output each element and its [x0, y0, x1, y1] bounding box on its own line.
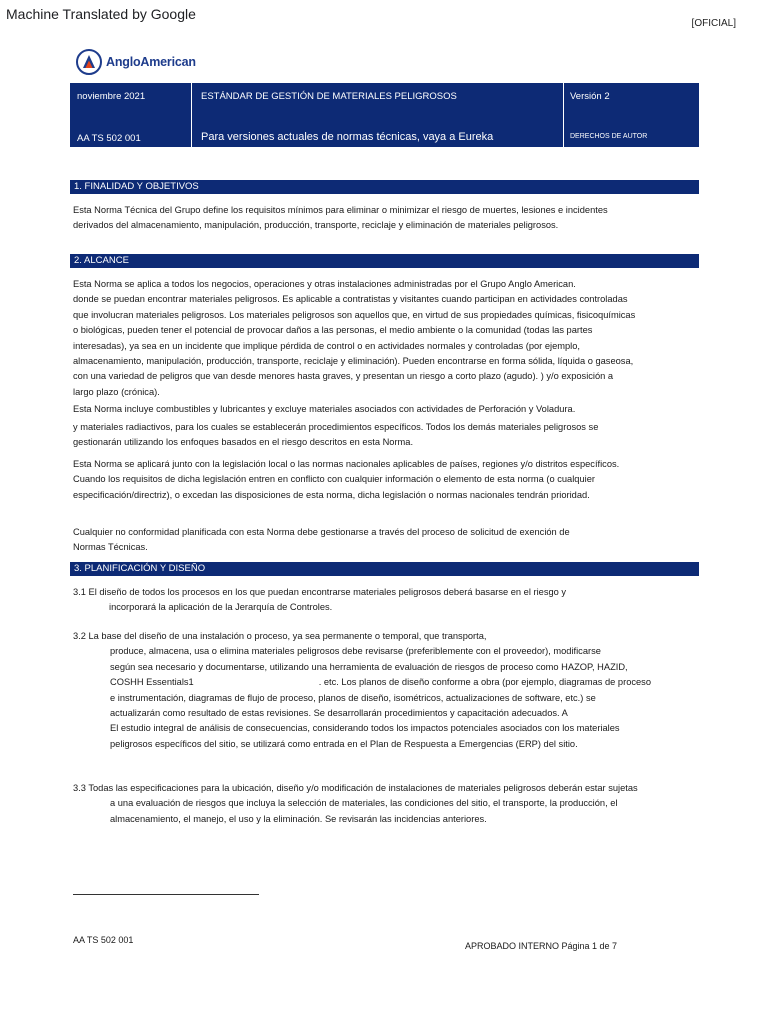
header-copyright: DERECHOS DE AUTOR: [570, 133, 648, 140]
anglo-american-logo: [76, 49, 196, 75]
planning-item-3-3: 3.3 Todas las especificaciones para la ubicación, diseño y/o modificación de instalaciones de materiales peligrosos deberán estar sujetas a una evaluación de riesgos que incluya la selección de materiales, las condiciones del sitio, el transporte, la producción, el almacenamiento, el manejo, el uso y la eliminación. Se revisarán las incidencias anteriores.: [73, 783, 638, 824]
section-heading-scope: 2. ALCANCE: [70, 254, 699, 268]
scope-paragraph-2: Esta Norma incluye combustibles y lubricantes y excluye materiales asociados con actividades de Perforación y Voladura.: [73, 404, 576, 414]
document-header-table: [70, 83, 699, 147]
scope-paragraph-1: Esta Norma se aplica a todos los negocios, operaciones y otras instalaciones administradas por el Grupo Anglo American. donde se puedan encontrar materiales peligrosos. Es aplicable a contratistas y visitantes cuando participan en actividades controladas que involucran materiales peligrosos. Los materiales peligrosos son aquellos que, en virtud de sus propiedades químicas, fisicoquímicas o biológicas, pueden tener el potencial de provocar daños a las personas, el medio ambiente o la comunidad (todas las partes interesadas), ya sea en un incidente que implique pérdida de control o en actividades normales y controladas (por ejemplo, almacenamiento, manipulación, producción, transporte, reciclaje y eliminación). Pueden encontrarse en forma sólida, líquida o gaseosa, con una variedad de peligros que van desde menores hasta graves, y presentan un riesgo a corto plazo (agudo). ) y/o exposición a largo plazo (crónica).: [73, 279, 636, 397]
section-purpose-text: Esta Norma Técnica del Grupo define los requisitos mínimos para eliminar o minimizar el riesgo de muertes, lesiones e incidentes derivados del almacenamiento, manipulación, producción, transporte, reciclaje y eliminación de materiales peligrosos.: [73, 205, 608, 231]
header-eureka-note: Para versiones actuales de normas técnicas, vaya a Eureka: [201, 131, 494, 143]
footnote-divider: [73, 894, 259, 895]
planning-item-3-1: 3.1 El diseño de todos los procesos en los que puedan encontrarse materiales peligrosos deberá basarse en el riesgo y incorporará la aplicación de la Jerarquía de Controles.: [73, 587, 567, 613]
classification-label: [OFICIAL]: [691, 18, 736, 29]
section-heading-planning: 3. PLANIFICACIÓN Y DISEÑO: [70, 562, 699, 576]
footer-document-code: AA TS 502 001: [73, 935, 134, 945]
header-date: noviembre 2021: [77, 91, 146, 102]
logo-wordmark: AngloAmerican: [106, 55, 196, 69]
anglo-american-logo-icon: [76, 49, 102, 75]
header-title: ESTÁNDAR DE GESTIÓN DE MATERIALES PELIGROSOS: [201, 91, 457, 102]
planning-item-3-2: 3.2 La base del diseño de una instalación o proceso, ya sea permanente o temporal, que transporta, produce, almacena, usa o elimina materiales peligrosos debe revisarse (preferiblemente con el proveedor), modificarse según sea necesario y documentarse, utilizando una herramienta de evaluación de riesgos de proceso como HAZOP, HAZID, COSHH Essentials1 . etc. Los planos de diseño conforme a obra (por ejemplo, diagramas de proceso e instrumentación, diagramas de flujo de proceso, planos de diseño, isométricos, actualizaciones de software, etc.) se actualizarán como resultado de estas revisiones. Se desarrollarán procedimientos y capacitación adecuados. A El estudio integral de análisis de consecuencias, considerando todos los impactos potenciales asociados con los materiales peligrosos específicos del sitio, se utilizará como entrada en el Plan de Respuesta a Emergencias (ERP) del sitio.: [73, 631, 651, 749]
header-code: AA TS 502 001: [77, 133, 141, 144]
scope-paragraph-5: Cualquier no conformidad planificada con esta Norma debe gestionarse a través del proceso de solicitud de exención de Normas Técnicas.: [73, 527, 570, 553]
section-heading-purpose: 1. FINALIDAD Y OBJETIVOS: [70, 180, 699, 194]
scope-paragraph-3: y materiales radiactivos, para los cuales se establecerán procedimientos específicos. Todos los demás materiales peligrosos se gestionarán utilizando los enfoques basados en el riesgo descritos en esta Norma.: [73, 422, 599, 448]
scope-paragraph-4: Esta Norma se aplicará junto con la legislación local o las normas nacionales aplicables de países, regiones y/o distritos específicos. Cuando los requisitos de dicha legislación entren en conflicto con cualquier información o elemento de esta norma (o cualquier especificación/directriz), o excedan las disposiciones de esta norma, dicha legislación o normas nacionales tendrán prioridad.: [73, 459, 620, 500]
footer-page-status: APROBADO INTERNO Página 1 de 7: [465, 941, 618, 951]
machine-translated-banner: Machine Translated by Google: [6, 6, 196, 22]
coshh-reference: COSHH Essentials1: [110, 677, 194, 688]
header-version: Versión 2: [570, 91, 610, 102]
